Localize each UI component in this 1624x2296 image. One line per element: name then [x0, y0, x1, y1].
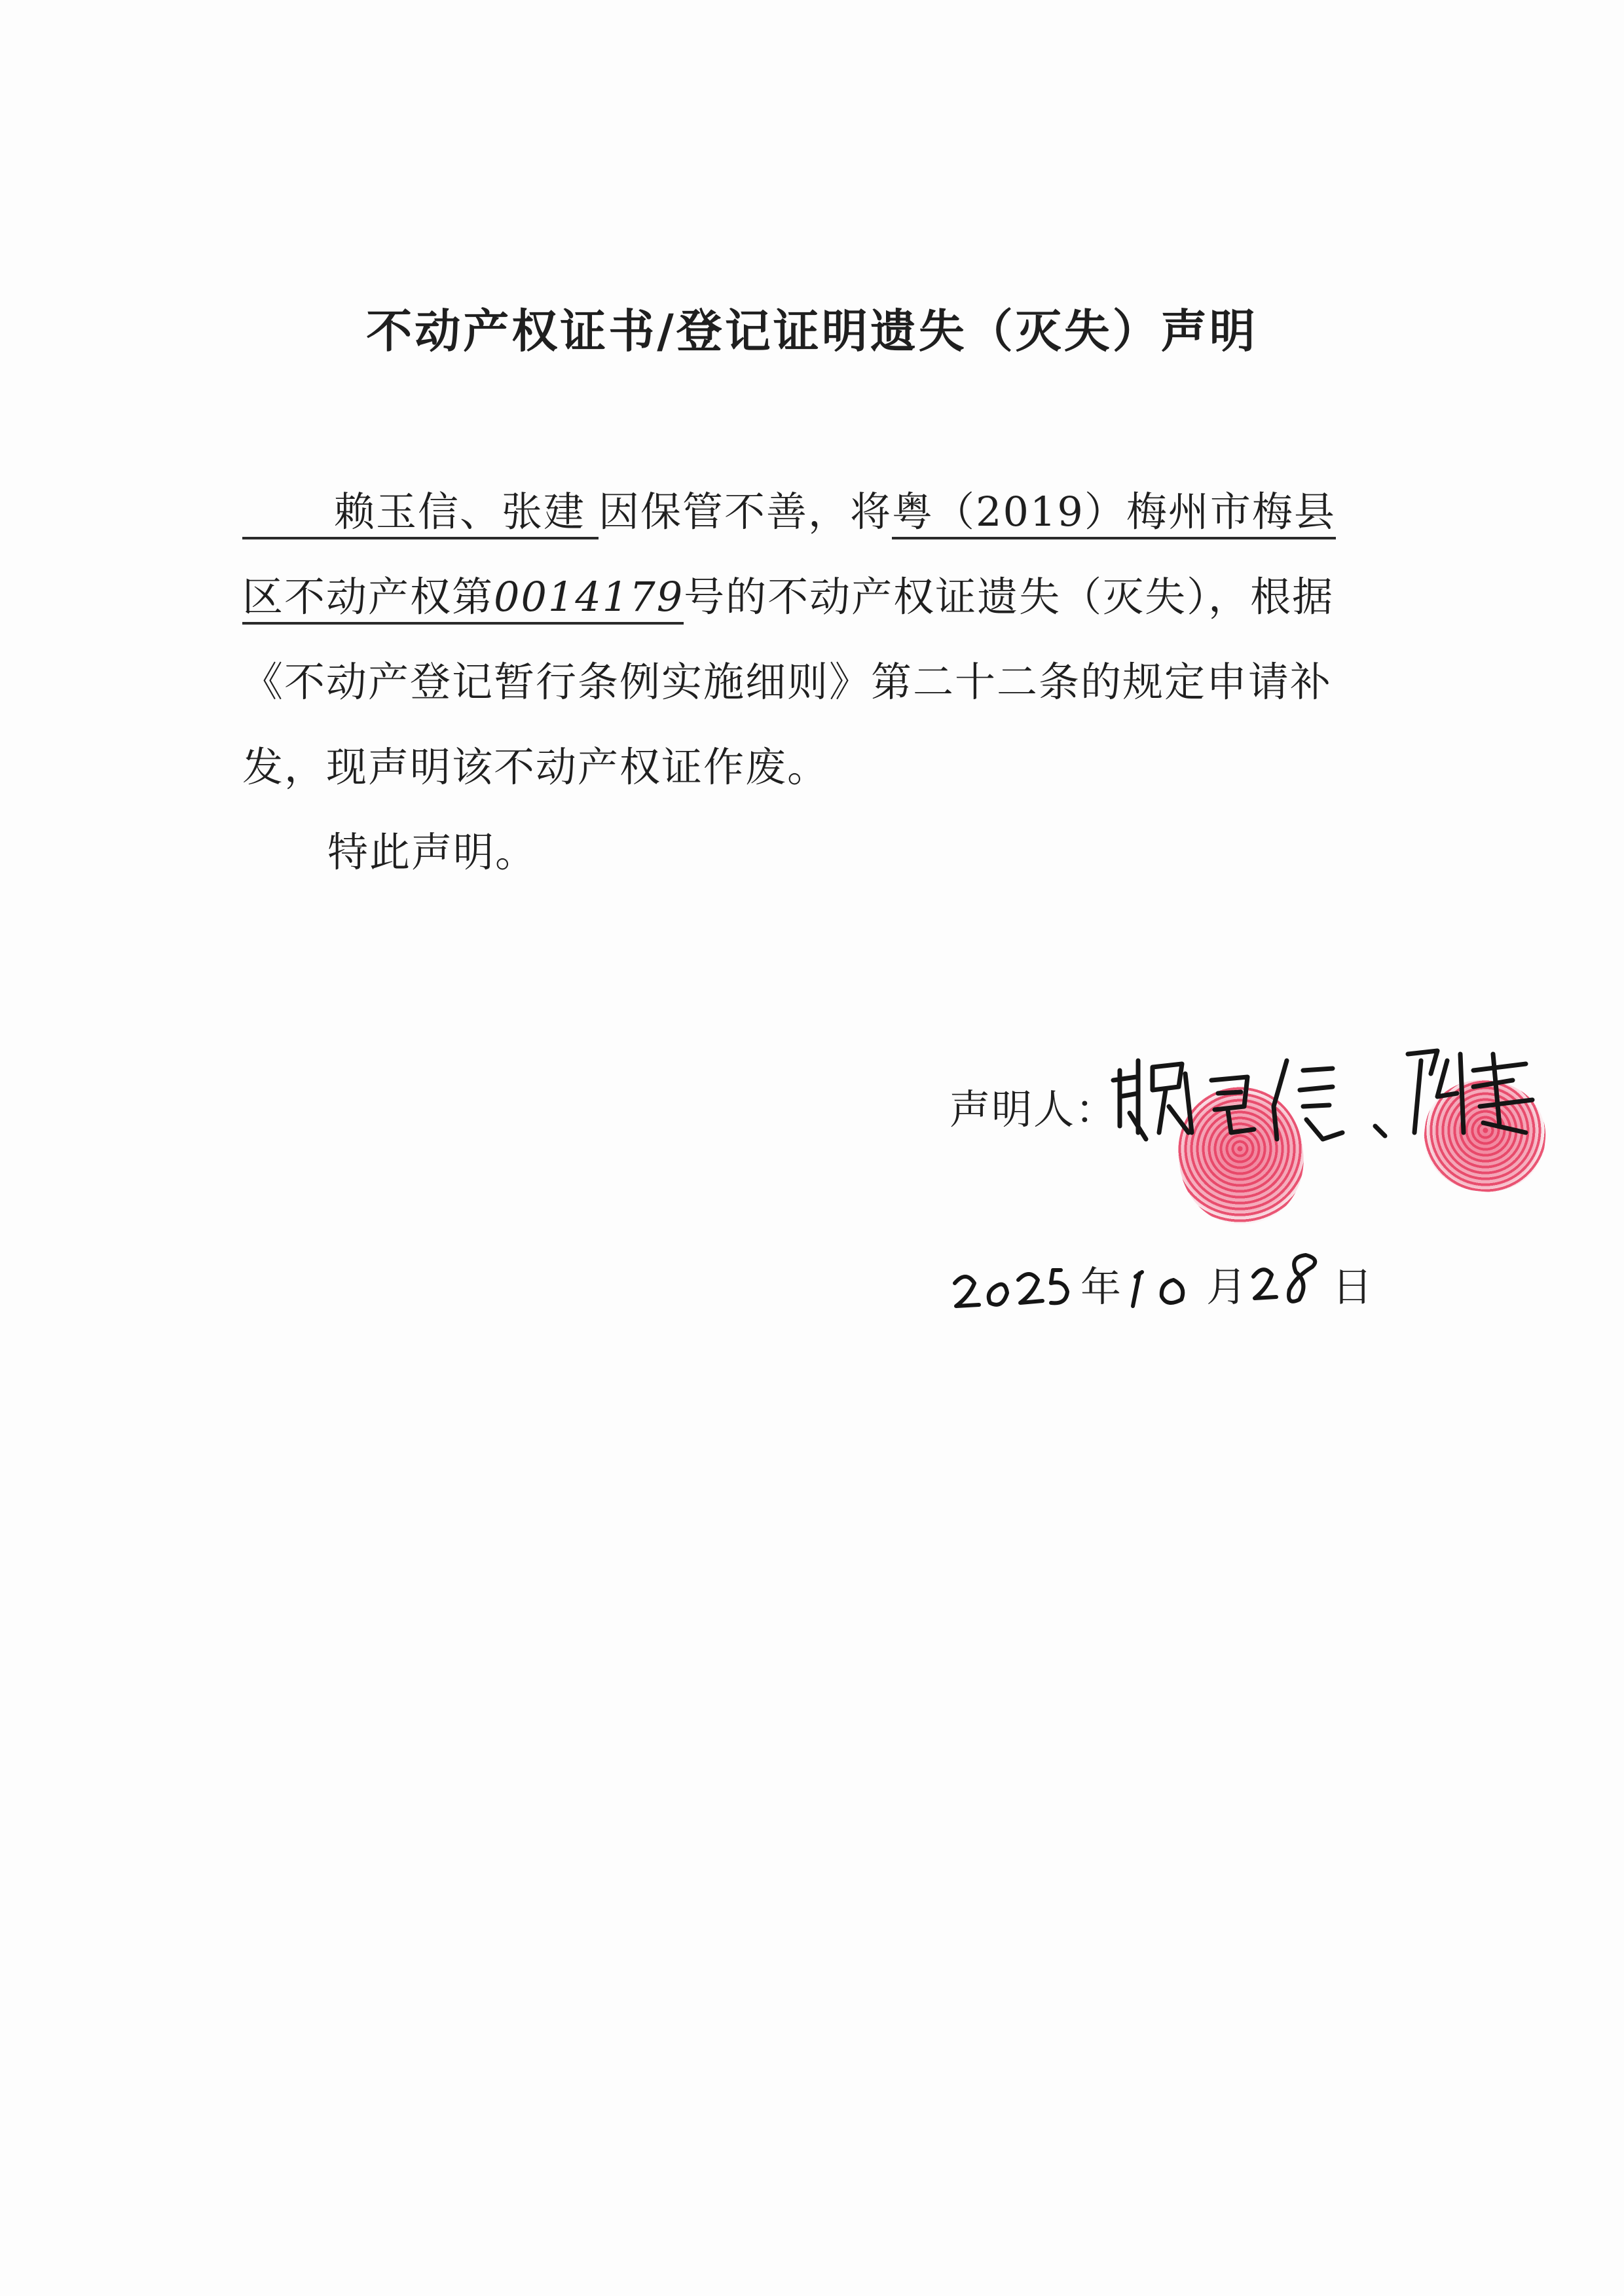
month-unit: 月	[1206, 1263, 1247, 1311]
handwritten-day	[1247, 1247, 1332, 1313]
body-line-4: 发，现声明该不动产权证作废。	[242, 743, 830, 791]
date-line	[950, 1247, 1373, 1319]
day-unit: 日	[1332, 1263, 1373, 1311]
body-line-2	[242, 564, 1382, 623]
declarant-names: 赖玉信、张建	[242, 488, 599, 539]
body-line-3: 《不动产登记暂行条例实施细则》第二十二条的规定申请补	[242, 658, 1333, 706]
certificate-location: 区不动产权第	[242, 573, 494, 625]
handwritten-month	[1121, 1254, 1206, 1313]
certificate-prefix: 粤（2019）梅州市梅县	[892, 488, 1336, 539]
handwritten-year	[950, 1254, 1080, 1313]
body-line-1	[242, 479, 1382, 538]
certificate-number: 0014179	[494, 573, 684, 625]
handwritten-signature	[1107, 1034, 1539, 1146]
year-unit: 年	[1080, 1263, 1122, 1311]
closing-statement: 特此声明。	[327, 828, 538, 876]
document-title: 不动产权证书/登记证明遗失（灭失）声明	[366, 304, 1258, 358]
body-text: 号的不动产权证遗失（灭失），根据	[684, 573, 1335, 621]
declarant-label: 声明人：	[950, 1085, 1118, 1133]
body-text: 因保管不善，将	[599, 488, 893, 536]
